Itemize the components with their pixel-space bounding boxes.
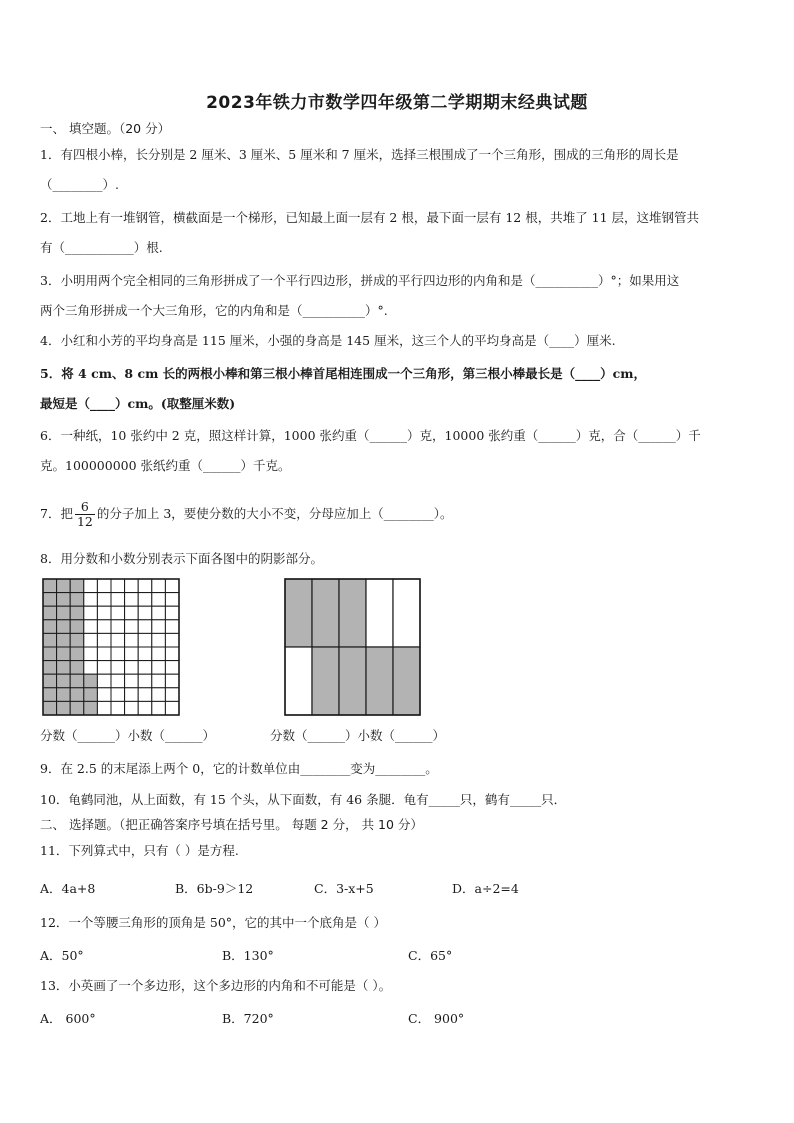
strip-cell-shaded [339, 647, 366, 715]
grid-cell-shaded [43, 620, 57, 634]
grid-cell [125, 701, 139, 715]
grid-cell [165, 701, 179, 715]
grid-cell [97, 661, 111, 675]
question-13-option-b: B．720° [222, 1011, 274, 1026]
grid-cell [125, 647, 139, 661]
grid-cell [84, 620, 98, 634]
grid-cell [152, 701, 166, 715]
grid-cell-shaded [70, 606, 84, 620]
question-8-right-answers: 分数（______）小数（______） [270, 728, 446, 743]
question-3-line-2: 两个三角形拼成一个大三角形，它的内角和是（__________）°. [40, 303, 388, 318]
grid-cell-shaded [70, 661, 84, 675]
question-7-prefix: 7．把 [40, 506, 73, 521]
grid-cell-shaded [57, 674, 71, 688]
grid-cell-shaded [84, 688, 98, 702]
question-9: 9．在 2.5 的末尾添上两个 0，它的计数单位由________变为________。 [40, 761, 438, 776]
grid-cell-shaded [43, 633, 57, 647]
grid-cell [152, 661, 166, 675]
strip-cell-shaded [393, 647, 420, 715]
grid-cell-shaded [43, 579, 57, 593]
question-7 [40, 497, 760, 531]
question-12-option-a: A．50° [40, 948, 84, 963]
grid-cell [152, 620, 166, 634]
grid-cell [97, 579, 111, 593]
strip-cell-shaded [366, 647, 393, 715]
grid-cell [111, 579, 125, 593]
grid-cell [125, 593, 139, 607]
question-11-option-b: B．6b-9＞12 [175, 881, 254, 896]
grid-cell [97, 701, 111, 715]
grid-cell [84, 606, 98, 620]
grid-cell-shaded [70, 688, 84, 702]
question-1-line-1: 1．有四根小棒，长分别是 2 厘米、3 厘米、5 厘米和 7 厘米，选择三根围成了一个三角形，围成的三角形的周长是 [40, 147, 679, 162]
grid-cell [138, 606, 152, 620]
grid-cell [84, 633, 98, 647]
grid-cell-shaded [43, 701, 57, 715]
grid-cell [125, 674, 139, 688]
question-3-line-1: 3．小明用两个完全相同的三角形拼成了一个平行四边形，拼成的平行四边形的内角和是（__________）°；如果用这 [40, 273, 680, 288]
grid-cell [111, 620, 125, 634]
question-13-option-c: C． 900° [408, 1011, 465, 1026]
grid-cell [165, 579, 179, 593]
grid-cell [152, 674, 166, 688]
grid-cell [138, 579, 152, 593]
grid-cell [97, 606, 111, 620]
question-1-line-2: （________）. [40, 177, 119, 192]
page-title: 2023年铁力市数学四年级第二学期期末经典试题 [206, 93, 588, 113]
grid-cell [125, 688, 139, 702]
question-2-line-2: 有（___________）根. [40, 240, 163, 255]
question-7-suffix: 的分子加上 3，要使分数的大小不变，分母应加上（________）。 [96, 506, 453, 521]
grid-cell [111, 674, 125, 688]
grid-cell [125, 633, 139, 647]
grid-cell-shaded [84, 701, 98, 715]
question-10: 10．龟鹤同池，从上面数，有 15 个头，从下面数，有 46 条腿．龟有_____只，鹤有_____只． [40, 792, 567, 807]
grid-cell [125, 606, 139, 620]
grid-cell-shaded [70, 701, 84, 715]
grid-cell [125, 579, 139, 593]
question-2-line-1: 2．工地上有一堆钢管，横截面是一个梯形，已知最上面一层有 2 根，最下面一层有 12 根，共堆了 11 层，这堆钢管共 [40, 210, 700, 225]
fraction-denominator: 12 [76, 514, 93, 529]
section-2-heading: 二、 选择题。（把正确答案序号填在括号里。 每题 2 分， 共 10 分） [40, 817, 423, 832]
grid-cell [138, 620, 152, 634]
question-11-option-d: D．a÷2=4 [452, 881, 519, 896]
grid-cell [138, 593, 152, 607]
question-11-stem: 11．下列算式中，只有（ ）是方程. [40, 843, 239, 858]
grid-cell-shaded [70, 579, 84, 593]
grid-cell [152, 606, 166, 620]
grid-cell [165, 661, 179, 675]
grid-cell [97, 674, 111, 688]
grid-cell-shaded [57, 688, 71, 702]
question-7-fraction [75, 500, 95, 529]
grid-cell [165, 688, 179, 702]
grid-cell-shaded [43, 647, 57, 661]
grid-cell [111, 633, 125, 647]
grid-cell [111, 593, 125, 607]
grid-cell [165, 620, 179, 634]
grid-cell [97, 647, 111, 661]
hundred-grid-figure [42, 578, 182, 718]
strip-cell-shaded [312, 579, 339, 647]
grid-cell-shaded [43, 661, 57, 675]
strip-cell-shaded [312, 647, 339, 715]
grid-cell-shaded [57, 620, 71, 634]
question-6-line-2: 克。100000000 张纸约重（______）千克。 [40, 458, 291, 473]
question-11-option-c: C．3-x+5 [314, 881, 374, 896]
grid-cell [138, 701, 152, 715]
grid-cell [111, 606, 125, 620]
grid-cell-shaded [57, 647, 71, 661]
question-8-left-answers: 分数（______）小数（______） [40, 728, 216, 743]
grid-cell [97, 620, 111, 634]
grid-cell [111, 688, 125, 702]
grid-cell [84, 593, 98, 607]
grid-cell-shaded [84, 674, 98, 688]
grid-cell [138, 647, 152, 661]
grid-cell [111, 661, 125, 675]
grid-cell-shaded [43, 674, 57, 688]
question-8-text: 8．用分数和小数分别表示下面各图中的阴影部分。 [40, 551, 323, 566]
question-5-line-1: 5．将 4 cm、8 cm 长的两根小棒和第三根小棒首尾相连围成一个三角形，第三根小棒最长是（____）cm， [40, 366, 647, 381]
grid-cell [165, 647, 179, 661]
question-6-line-1: 6．一种纸，10 张约中 2 克，照这样计算，1000 张约重（______）克，10000 张约重（______）克，合（______）千 [40, 428, 701, 443]
grid-cell-shaded [70, 633, 84, 647]
grid-cell [165, 674, 179, 688]
grid-cell-shaded [43, 593, 57, 607]
grid-cell [97, 633, 111, 647]
strip-cell-shaded [339, 579, 366, 647]
grid-cell-shaded [57, 593, 71, 607]
grid-cell [138, 688, 152, 702]
strip-cell [393, 579, 420, 647]
grid-cell [165, 633, 179, 647]
grid-cell [138, 633, 152, 647]
grid-cell-shaded [57, 606, 71, 620]
grid-cell-shaded [70, 674, 84, 688]
grid-cell-shaded [57, 633, 71, 647]
question-4: 4．小红和小芳的平均身高是 115 厘米，小强的身高是 145 厘米，这三个人的平均身高是（____）厘米. [40, 333, 616, 348]
grid-cell [111, 701, 125, 715]
question-13-stem: 13．小英画了一个多边形，这个多边形的内角和不可能是（ ）。 [40, 978, 392, 993]
grid-cell-shaded [43, 606, 57, 620]
grid-cell [152, 688, 166, 702]
grid-cell-shaded [43, 688, 57, 702]
grid-cell-shaded [57, 661, 71, 675]
question-11-option-a: A．4a+8 [40, 881, 96, 896]
grid-cell [165, 593, 179, 607]
grid-cell-shaded [70, 620, 84, 634]
question-12-option-c: C．65° [408, 948, 453, 963]
strip-cell [366, 579, 393, 647]
question-13-option-a: A． 600° [40, 1011, 96, 1026]
strip-rectangle-figure [284, 578, 422, 718]
question-5-line-2: 最短是（____）cm。(取整厘米数) [40, 396, 236, 411]
question-12-option-b: B．130° [222, 948, 274, 963]
grid-cell [125, 620, 139, 634]
strip-cell [285, 647, 312, 715]
grid-cell-shaded [70, 593, 84, 607]
grid-cell-shaded [57, 701, 71, 715]
grid-cell [97, 688, 111, 702]
question-12-stem: 12．一个等腰三角形的顶角是 50°，它的其中一个底角是（ ） [40, 915, 387, 930]
grid-cell [152, 633, 166, 647]
grid-cell [138, 661, 152, 675]
grid-cell [152, 579, 166, 593]
grid-cell [84, 579, 98, 593]
grid-cell [84, 647, 98, 661]
grid-cell [111, 647, 125, 661]
strip-cell-shaded [285, 579, 312, 647]
grid-cell [125, 661, 139, 675]
grid-cell-shaded [70, 647, 84, 661]
section-1-heading: 一、 填空题。（20 分） [40, 121, 171, 136]
grid-cell [97, 593, 111, 607]
fraction-numerator: 6 [75, 500, 95, 515]
grid-cell [84, 661, 98, 675]
grid-cell [152, 593, 166, 607]
grid-cell [165, 606, 179, 620]
grid-cell [138, 674, 152, 688]
grid-cell [152, 647, 166, 661]
grid-cell-shaded [57, 579, 71, 593]
